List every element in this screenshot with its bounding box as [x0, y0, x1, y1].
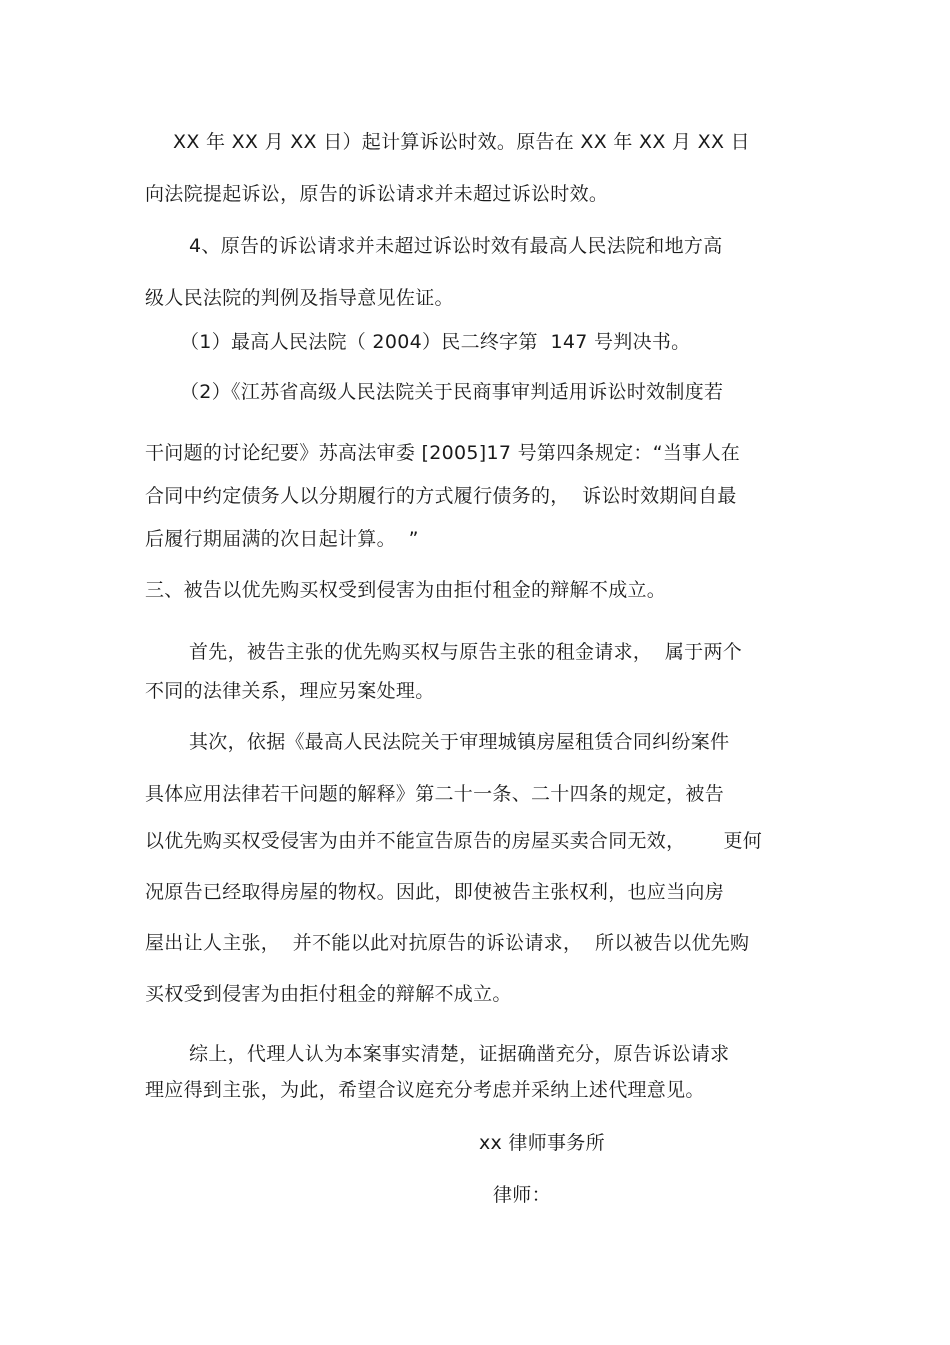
signature-lawyer: 律师： — [493, 1184, 551, 1206]
text-line: （1）最高人民法院（ 2004）民二终字第 147 号判决书。 — [180, 331, 691, 353]
text-line: 屋出让人主张， 并不能以此对抗原告的诉讼请求， 所以被告以优先购 — [145, 932, 750, 954]
text-line: XX 年 XX 月 XX 日）起计算诉讼时效。原告在 XX 年 XX 月 XX 日 — [173, 131, 750, 153]
text-line: 综上，代理人认为本案事实清楚，证据确凿充分，原告诉讼请求 — [189, 1043, 730, 1065]
text-line: 后履行期届满的次日起计算。 ” — [145, 528, 419, 550]
text-line: 合同中约定债务人以分期履行的方式履行债务的， 诉讼时效期间自最 — [145, 485, 737, 507]
text-line: 首先，被告主张的优先购买权与原告主张的租金请求， 属于两个 — [189, 641, 743, 663]
text-line: 向法院提起诉讼，原告的诉讼请求并未超过诉讼时效。 — [145, 183, 609, 205]
text-line: 4、原告的诉讼请求并未超过诉讼时效有最高人民法院和地方高 — [189, 235, 723, 257]
text-line: 以优先购买权受侵害为由并不能宣告原告的房屋买卖合同无效， 更何 — [145, 830, 763, 852]
text-line: 具体应用法律若干问题的解释》第二十一条、二十四条的规定，被告 — [145, 783, 725, 805]
text-line: 三、被告以优先购买权受到侵害为由拒付租金的辩解不成立。 — [145, 579, 667, 601]
text-line: 干问题的讨论纪要》苏高法审委 [2005]17 号第四条规定：“当事人在 — [145, 442, 741, 464]
text-line: （2）《江苏省高级人民法院关于民商事审判适用诉讼时效制度若 — [180, 381, 724, 403]
text-line: 买权受到侵害为由拒付租金的辩解不成立。 — [145, 983, 512, 1005]
text-line: 理应得到主张，为此，希望合议庭充分考虑并采纳上述代理意见。 — [145, 1079, 705, 1101]
text-line: 级人民法院的判例及指导意见佐证。 — [145, 287, 454, 309]
text-line: 其次，依据《最高人民法院关于审理城镇房屋租赁合同纠纷案件 — [189, 731, 730, 753]
signature-firm: xx 律师事务所 — [479, 1132, 605, 1154]
text-line: 况原告已经取得房屋的物权。因此，即使被告主张权利，也应当向房 — [145, 881, 725, 903]
text-line: 不同的法律关系，理应另案处理。 — [145, 680, 435, 702]
